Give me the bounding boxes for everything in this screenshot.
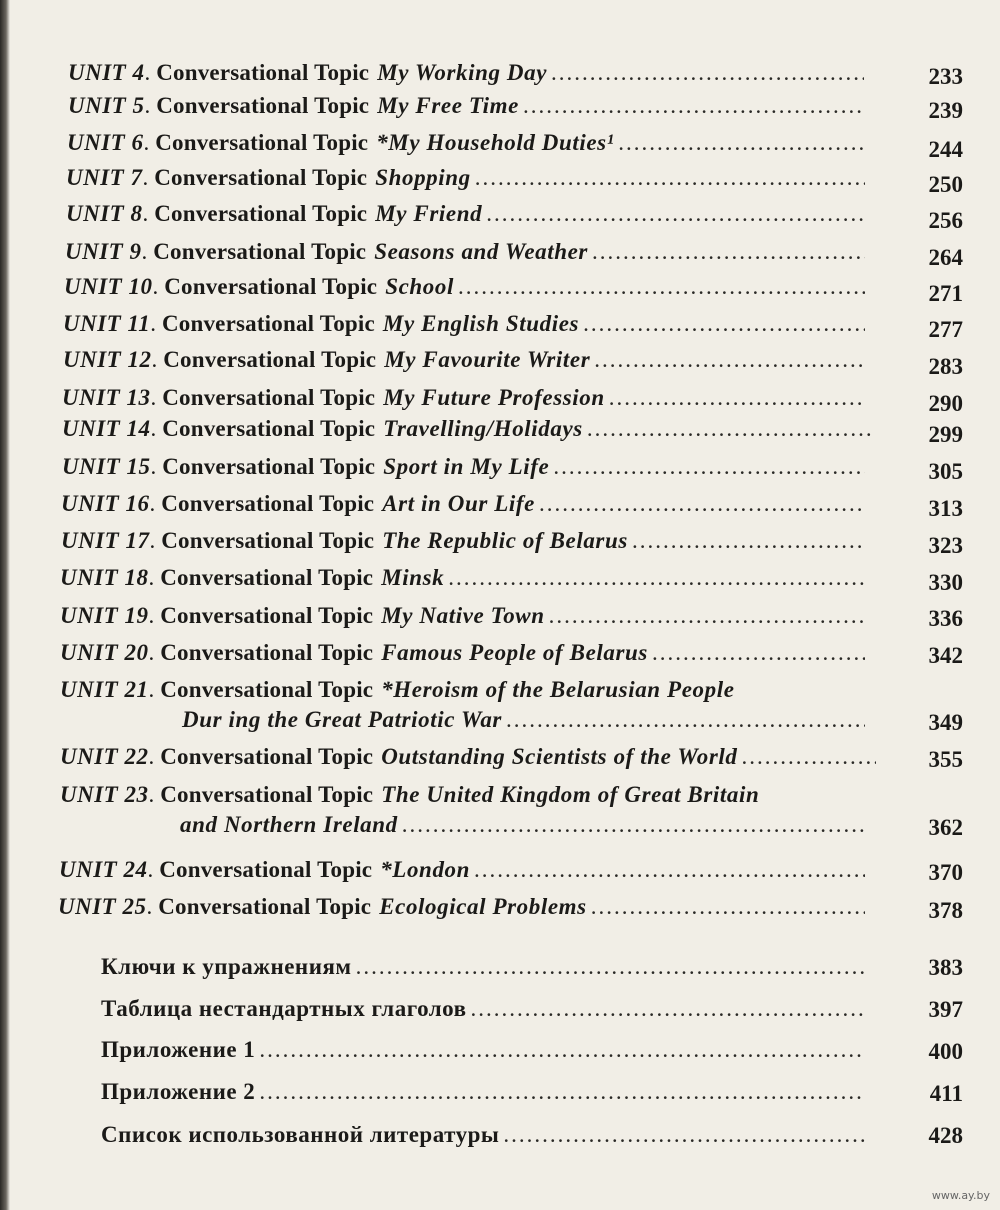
leader-dots (592, 237, 865, 267)
leader-dots (539, 489, 865, 519)
topic-title: My Free Time (377, 93, 519, 118)
leader-dots (523, 91, 864, 121)
unit-number: UNIT 19 (60, 603, 149, 628)
unit-number: UNIT 17 (61, 528, 150, 553)
toc-entry-appendix-2 (101, 1077, 869, 1107)
toc-entry-unit-4: UNIT 4 . Conversational Topic My Working Day ..... (68, 58, 868, 88)
toc-entry-unit-13: UNIT 13 . Conversational Topic My Future Profession ..... (62, 383, 869, 413)
unit-number: UNIT 10 (64, 274, 153, 299)
toc-entry-unit-16: UNIT 16 . Conversational Topic Art in Our Life ..... (61, 489, 869, 519)
page-number: 256 (928, 208, 963, 233)
toc-entry-unit-15: UNIT 15 . Conversational Topic Sport in My Life ..... (62, 452, 869, 482)
topic-label: Conversational Topic (162, 454, 376, 479)
topic-title: My Friend (375, 201, 483, 226)
unit-number: UNIT 7 (66, 165, 143, 190)
page-number: 355 (928, 747, 963, 772)
page-number: 233 (928, 64, 963, 89)
unit-number: UNIT 22 (60, 744, 149, 769)
unit-number: UNIT 18 (60, 565, 149, 590)
topic-title: Outstanding Scientists of the World (381, 744, 738, 769)
topic-label: Conversational Topic (160, 565, 374, 590)
leader-dots (551, 58, 864, 88)
topic-title: Sport in My Life (383, 454, 550, 479)
appendix-label: Приложение 1 (101, 1037, 256, 1062)
unit-number: UNIT 13 (62, 385, 151, 410)
page-number: 305 (928, 459, 963, 484)
page-number: 342 (928, 643, 963, 668)
page-number: 250 (928, 172, 963, 197)
watermark: www.ay.by (931, 1189, 990, 1202)
leader-dots (594, 345, 865, 375)
unit-number: UNIT 6 (67, 130, 144, 155)
leader-dots (583, 309, 865, 339)
topic-label: Conversational Topic (161, 311, 375, 336)
unit-number: UNIT 9 (65, 239, 142, 264)
leader-dots (402, 810, 865, 840)
appendix-label: Приложение 2 (101, 1079, 256, 1104)
toc-entry-unit-23: UNIT 23 . Conversational Topic The United Kingdom of Great Britain (60, 780, 890, 810)
topic-title: Art in Our Life (382, 491, 535, 516)
unit-number: UNIT 20 (60, 640, 149, 665)
appendix-label: Список использованной литературы (101, 1122, 500, 1147)
leader-dots (259, 1035, 865, 1065)
topic-label: Conversational Topic (158, 894, 372, 919)
page-number: 330 (928, 570, 963, 595)
toc-entry-unit-21-continuation (182, 705, 869, 735)
toc-entry-unit-6: UNIT 6 . Conversational Topic *My Household Duties¹ ..... (67, 128, 869, 158)
page-number: 411 (929, 1081, 963, 1106)
toc-entry-unit-17: UNIT 17 . Conversational Topic The Republic of Belarus ..... (61, 526, 869, 556)
topic-title: Minsk (381, 565, 445, 590)
toc-entry-answer-keys (101, 952, 869, 982)
leader-dots (632, 526, 865, 556)
topic-label: Conversational Topic (162, 385, 376, 410)
topic-title-continuation: and Northern Ireland (180, 812, 398, 837)
topic-title: *Heroism of the Belarusian People (381, 677, 735, 702)
topic-title: Seasons and Weather (374, 239, 588, 264)
leader-dots (506, 705, 865, 735)
leader-dots (742, 742, 877, 772)
page-number: 400 (928, 1039, 963, 1064)
leader-dots (652, 638, 865, 668)
toc-entry-unit-8: UNIT 8 . Conversational Topic My Friend ..... (66, 199, 869, 229)
topic-title: Travelling/Holidays (383, 416, 583, 441)
topic-title: The United Kingdom of Great Britain (381, 782, 760, 807)
topic-label: Conversational Topic (154, 201, 368, 226)
page-number: 244 (928, 137, 963, 162)
page-number: 383 (928, 955, 963, 980)
leader-dots (591, 892, 865, 922)
page-number: 349 (928, 710, 963, 735)
page-number: 271 (928, 281, 963, 306)
toc-entry-unit-10: UNIT 10 . Conversational Topic School ..... (64, 272, 869, 302)
page-number: 378 (928, 898, 963, 923)
topic-label: Conversational Topic (154, 165, 368, 190)
topic-title: The Republic of Belarus (382, 528, 628, 553)
topic-label: Conversational Topic (164, 274, 378, 299)
topic-label: Conversational Topic (160, 744, 374, 769)
unit-number: UNIT 16 (61, 491, 150, 516)
topic-title: My English Studies (382, 311, 580, 336)
unit-number: UNIT 25 (58, 894, 147, 919)
topic-label: Conversational Topic (156, 60, 370, 85)
unit-number: UNIT 15 (62, 454, 151, 479)
unit-number: UNIT 8 (66, 201, 143, 226)
page-number: 277 (928, 317, 963, 342)
toc-entry-unit-12: UNIT 12 . Conversational Topic My Favourite Writer ..... (63, 345, 869, 375)
topic-label: Conversational Topic (163, 347, 377, 372)
page-number: 428 (928, 1123, 963, 1148)
page-number: 239 (928, 98, 963, 123)
toc-entry-unit-14: UNIT 14 . Conversational Topic Travelling/Holidays ..... (62, 414, 877, 444)
toc-entry-unit-24: UNIT 24 . Conversational Topic *London ..... (59, 855, 869, 885)
leader-dots (549, 601, 865, 631)
leader-dots (587, 414, 873, 444)
toc-entry-unit-22: UNIT 22 . Conversational Topic Outstanding Scientists of the World ..... (60, 742, 880, 772)
toc-entry-irregular-verbs (101, 994, 869, 1024)
topic-label: Conversational Topic (161, 491, 375, 516)
topic-label: Conversational Topic (160, 603, 374, 628)
unit-number: UNIT 5 (68, 93, 145, 118)
topic-title-continuation: Dur ing the Great Patriotic War (182, 707, 502, 732)
leader-dots (609, 383, 865, 413)
leader-dots (553, 452, 865, 482)
topic-title: School (385, 274, 454, 299)
unit-number: UNIT 11 (63, 311, 151, 336)
page-number: 397 (928, 997, 963, 1022)
unit-number: UNIT 12 (63, 347, 152, 372)
toc-entry-appendix-1 (101, 1035, 869, 1065)
page-number: 283 (928, 354, 963, 379)
topic-label: Conversational Topic (155, 130, 369, 155)
page-number: 323 (928, 533, 963, 558)
appendix-label: Ключи к упражнениям (101, 954, 352, 979)
leader-dots (471, 994, 865, 1024)
topic-label: Conversational Topic (162, 416, 376, 441)
toc-entry-unit-5: UNIT 5 . Conversational Topic My Free Time ..... (68, 91, 868, 121)
toc-entry-unit-9: UNIT 9 . Conversational Topic Seasons and Weather ..... (65, 237, 869, 267)
topic-title: My Favourite Writer (384, 347, 591, 372)
toc-entry-unit-20: UNIT 20 . Conversational Topic Famous People of Belarus ..... (60, 638, 869, 668)
toc-entry-unit-25: UNIT 25 . Conversational Topic Ecological Problems ..... (58, 892, 869, 922)
toc-entry-unit-23-continuation (180, 810, 869, 840)
leader-dots (356, 952, 865, 982)
toc-entry-unit-18: UNIT 18 . Conversational Topic Minsk ..... (60, 563, 869, 593)
topic-label: Conversational Topic (153, 239, 367, 264)
topic-title: Ecological Problems (379, 894, 587, 919)
page-number: 370 (928, 860, 963, 885)
topic-title: My Future Profession (383, 385, 605, 410)
topic-label: Conversational Topic (161, 528, 375, 553)
unit-number: UNIT 24 (59, 857, 148, 882)
topic-title: Famous People of Belarus (381, 640, 648, 665)
leader-dots (503, 1120, 865, 1150)
appendix-label: Таблица нестандартных глаголов (101, 996, 467, 1021)
topic-label: Conversational Topic (156, 93, 370, 118)
topic-label: Conversational Topic (160, 640, 374, 665)
toc-entry-unit-7: UNIT 7 . Conversational Topic Shopping ..... (66, 163, 869, 193)
page-number: 264 (928, 245, 963, 270)
page-number: 362 (928, 815, 963, 840)
leader-dots (458, 272, 865, 302)
unit-number: UNIT 21 (60, 677, 149, 702)
page-number: 290 (928, 391, 963, 416)
topic-title: My Working Day (377, 60, 548, 85)
topic-title: My Native Town (381, 603, 545, 628)
toc-entry-unit-19: UNIT 19 . Conversational Topic My Native Town ..... (60, 601, 869, 631)
topic-title: Shopping (375, 165, 471, 190)
leader-dots (618, 128, 865, 158)
leader-dots (475, 163, 865, 193)
unit-number: UNIT 14 (62, 416, 151, 441)
leader-dots (259, 1077, 865, 1107)
page-number: 336 (928, 606, 963, 631)
leader-dots (474, 855, 865, 885)
toc-entry-unit-21: UNIT 21 . Conversational Topic *Heroism of the Belarusian People (60, 675, 890, 705)
topic-title: *London (380, 857, 471, 882)
topic-label: Conversational Topic (160, 677, 374, 702)
page-number: 313 (928, 496, 963, 521)
unit-number: UNIT 23 (60, 782, 149, 807)
unit-number: UNIT 4 (68, 60, 145, 85)
leader-dots (448, 563, 865, 593)
topic-label: Conversational Topic (160, 782, 374, 807)
topic-label: Conversational Topic (159, 857, 373, 882)
toc-entry-unit-11: UNIT 11 . Conversational Topic My English Studies ..... (63, 309, 869, 339)
leader-dots (486, 199, 865, 229)
topic-title: *My Household Duties¹ (376, 130, 615, 155)
toc-entry-references (101, 1120, 869, 1150)
page-number: 299 (928, 422, 963, 447)
